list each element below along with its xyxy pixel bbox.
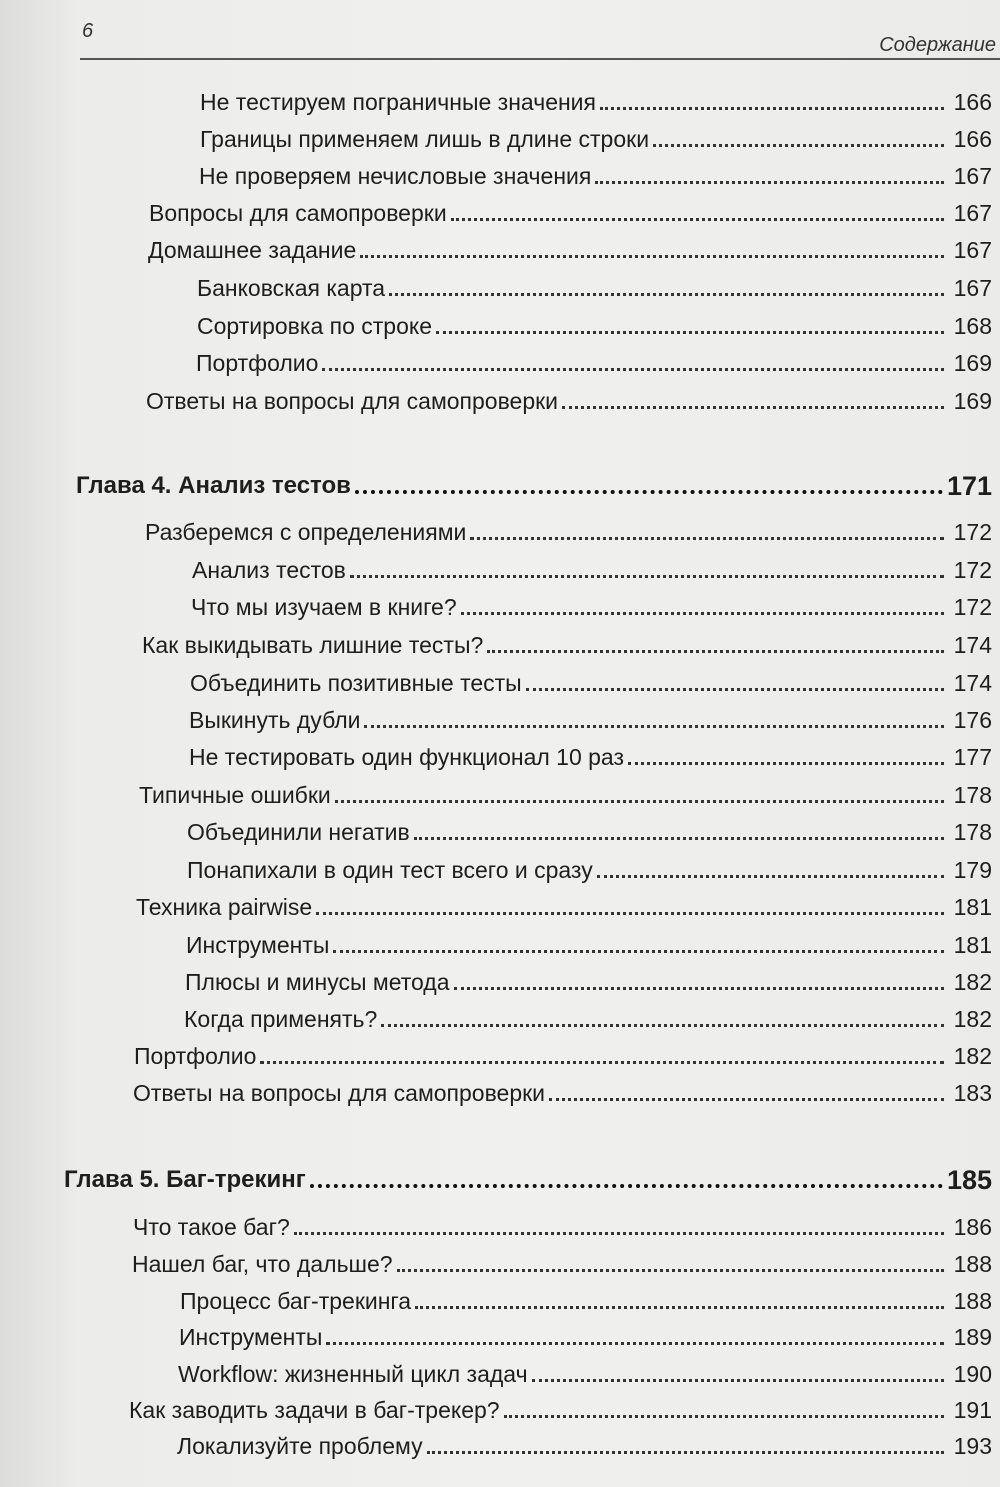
leader-dots — [335, 799, 944, 803]
toc-entry — [197, 306, 992, 340]
toc-entry-page: 181 — [953, 932, 992, 958]
toc-entry-title: Что мы изучаем в книге? — [191, 594, 457, 620]
leader-dots — [294, 1231, 944, 1235]
header-rule — [80, 58, 1000, 60]
toc-entry-page: 167 — [953, 275, 992, 301]
toc-entry-title: Техника pairwise — [136, 894, 313, 920]
toc-entry-title: Workflow: жизненный цикл задач — [178, 1361, 528, 1387]
toc-entry — [192, 550, 992, 584]
leader-dots — [562, 405, 944, 409]
toc-entry-page: 172 — [953, 557, 992, 583]
leader-dots — [653, 143, 944, 147]
toc-entry — [177, 1426, 992, 1460]
leader-dots — [333, 949, 944, 953]
toc-entry — [179, 1317, 992, 1351]
leader-dots — [628, 761, 944, 765]
toc-entry-title: Процесс баг-трекинга — [180, 1288, 412, 1314]
toc-entry — [178, 1354, 992, 1388]
toc-entry-title: Домашнее задание — [148, 237, 357, 263]
toc-entry-title: Не тестируем пограничные значения — [200, 89, 596, 115]
toc-entry-title: Понапихали в один тест всего и сразу — [187, 857, 593, 883]
toc-entry-title: Плюсы и минусы метода — [185, 969, 450, 995]
toc-entry — [139, 775, 992, 809]
toc-entry-title: Сортировка по строке — [197, 313, 432, 339]
toc-entry-title: Инструменты — [179, 1324, 323, 1350]
toc-entry-page: 174 — [953, 632, 992, 658]
toc-entry — [200, 82, 992, 116]
toc-entry-title: Объединить позитивные тесты — [190, 670, 522, 696]
toc-entry-title: Банковская карта — [197, 275, 386, 301]
toc-entry — [149, 193, 992, 227]
toc-entry-page: 183 — [953, 1080, 992, 1106]
toc-entry-page: 167 — [953, 163, 992, 189]
toc-entry-page: 193 — [953, 1433, 992, 1459]
leader-dots — [355, 489, 943, 494]
toc-entry-page: 191 — [953, 1397, 992, 1423]
toc-entry-title: Объединили негатив — [187, 819, 410, 845]
toc-entry — [189, 700, 992, 734]
toc-entry-title: Как заводить задачи в баг-трекер? — [129, 1397, 500, 1423]
page-number: 6 — [82, 20, 94, 42]
toc-entry-title: Не тестировать один функционал 10 раз — [189, 744, 625, 770]
toc-entry-page: 166 — [953, 89, 992, 115]
toc-entry — [199, 156, 992, 190]
toc-entry-title: Ответы на вопросы для самопроверки — [146, 388, 559, 414]
toc-entry-page: 167 — [953, 200, 992, 226]
leader-dots — [326, 1341, 944, 1345]
toc-chapter-title: Глава 4. Анализ тестов — [76, 472, 351, 499]
toc-entry — [185, 962, 992, 996]
toc-entry-title: Анализ тестов — [192, 557, 346, 583]
toc-entry — [180, 1281, 992, 1315]
leader-dots — [600, 106, 944, 110]
leader-dots — [436, 330, 944, 334]
toc-entry-title: Выкинуть дубли — [189, 707, 361, 733]
leader-dots — [451, 217, 944, 221]
toc-entry-page: 181 — [953, 894, 992, 920]
toc-entry-title: Когда применять? — [184, 1006, 378, 1032]
leader-dots — [504, 1414, 944, 1418]
leader-dots — [454, 986, 945, 990]
toc-entry — [197, 268, 992, 302]
toc-entry — [184, 999, 992, 1033]
leader-dots — [350, 574, 944, 578]
toc-entry-page: 169 — [953, 350, 992, 376]
toc-entry-page: 190 — [953, 1361, 992, 1387]
leader-dots — [316, 911, 944, 915]
toc-chapter-title: Глава 5. Баг-трекинг — [64, 1166, 306, 1193]
leader-dots — [389, 292, 944, 296]
toc-entry-title: Вопросы для самопроверки — [149, 200, 447, 226]
toc-entry — [142, 625, 992, 659]
leader-dots — [487, 649, 944, 653]
toc-entry-page: 167 — [953, 237, 992, 263]
toc-entry-page: 179 — [953, 857, 992, 883]
leader-dots — [597, 874, 944, 878]
toc-entry-title: Что такое баг? — [133, 1214, 290, 1240]
toc-entry-title: Локализуйте проблему — [177, 1433, 423, 1459]
toc-entry — [132, 1244, 992, 1278]
toc-entry — [200, 119, 992, 153]
leader-dots — [526, 687, 944, 691]
leader-dots — [397, 1268, 944, 1272]
toc-entry — [134, 1036, 992, 1070]
toc-entry-title: Инструменты — [186, 932, 330, 958]
toc-entry-page: 174 — [953, 670, 992, 696]
toc-chapter — [64, 1160, 992, 1194]
toc-entry-page: 168 — [953, 313, 992, 339]
toc-entry-title: Ответы на вопросы для самопроверки — [133, 1080, 546, 1106]
leader-dots — [364, 724, 944, 728]
toc-entry-page: 189 — [953, 1324, 992, 1350]
leader-dots — [260, 1060, 944, 1064]
toc-entry — [187, 850, 992, 884]
toc-entry-title: Портфолио — [196, 350, 319, 376]
toc-entry-page: 182 — [953, 1043, 992, 1069]
toc-entry — [129, 1390, 992, 1424]
toc-entry — [196, 343, 992, 377]
toc-entry — [146, 381, 992, 415]
leader-dots — [322, 367, 944, 371]
toc-entry-title: Границы применяем лишь в длине строки — [200, 126, 650, 152]
leader-dots — [381, 1023, 944, 1027]
leader-dots — [470, 536, 944, 540]
toc-entry — [136, 887, 992, 921]
leader-dots — [427, 1450, 944, 1454]
toc-entry-page: 182 — [953, 1006, 992, 1032]
leader-dots — [414, 836, 944, 840]
running-header-title: Содержание — [879, 34, 996, 56]
toc-entry — [190, 663, 992, 697]
toc-entry — [145, 512, 992, 546]
toc-entry — [191, 587, 992, 621]
toc-entry-title: Нашел баг, что дальше? — [132, 1251, 393, 1277]
toc-entry-page: 166 — [953, 126, 992, 152]
toc-entry — [187, 812, 992, 846]
toc-entry-page: 182 — [953, 969, 992, 995]
toc-entry-page: 178 — [953, 819, 992, 845]
toc-entry-page: 176 — [953, 707, 992, 733]
toc-chapter-page: 185 — [946, 1165, 992, 1195]
toc-entry-page: 186 — [953, 1214, 992, 1240]
toc-entry — [133, 1073, 992, 1107]
toc-entry — [186, 925, 992, 959]
toc-entry-title: Типичные ошибки — [139, 782, 331, 808]
leader-dots — [310, 1183, 943, 1188]
leader-dots — [461, 611, 944, 615]
toc-entry-page: 172 — [953, 519, 992, 545]
toc-entry — [148, 230, 992, 264]
toc-entry-page: 188 — [953, 1288, 992, 1314]
leader-dots — [532, 1378, 944, 1382]
toc-chapter — [76, 466, 992, 500]
leader-dots — [549, 1097, 944, 1101]
toc-entry-page: 188 — [953, 1251, 992, 1277]
toc-entry-title: Разберемся с определениями — [145, 519, 467, 545]
toc-entry-page: 169 — [953, 388, 992, 414]
toc-entry-title: Не проверяем нечисловые значения — [199, 163, 592, 189]
leader-dots — [595, 180, 944, 184]
toc-entry-title: Портфолио — [134, 1043, 257, 1069]
toc-entry — [133, 1207, 992, 1241]
toc-entry-title: Как выкидывать лишние тесты? — [142, 632, 484, 658]
toc-entry-page: 178 — [953, 782, 992, 808]
leader-dots — [415, 1305, 944, 1309]
leader-dots — [360, 254, 944, 258]
toc-entry-page: 177 — [953, 744, 992, 770]
toc-chapter-page: 171 — [946, 471, 992, 501]
toc-entry — [189, 737, 992, 771]
toc-entry-page: 172 — [953, 594, 992, 620]
